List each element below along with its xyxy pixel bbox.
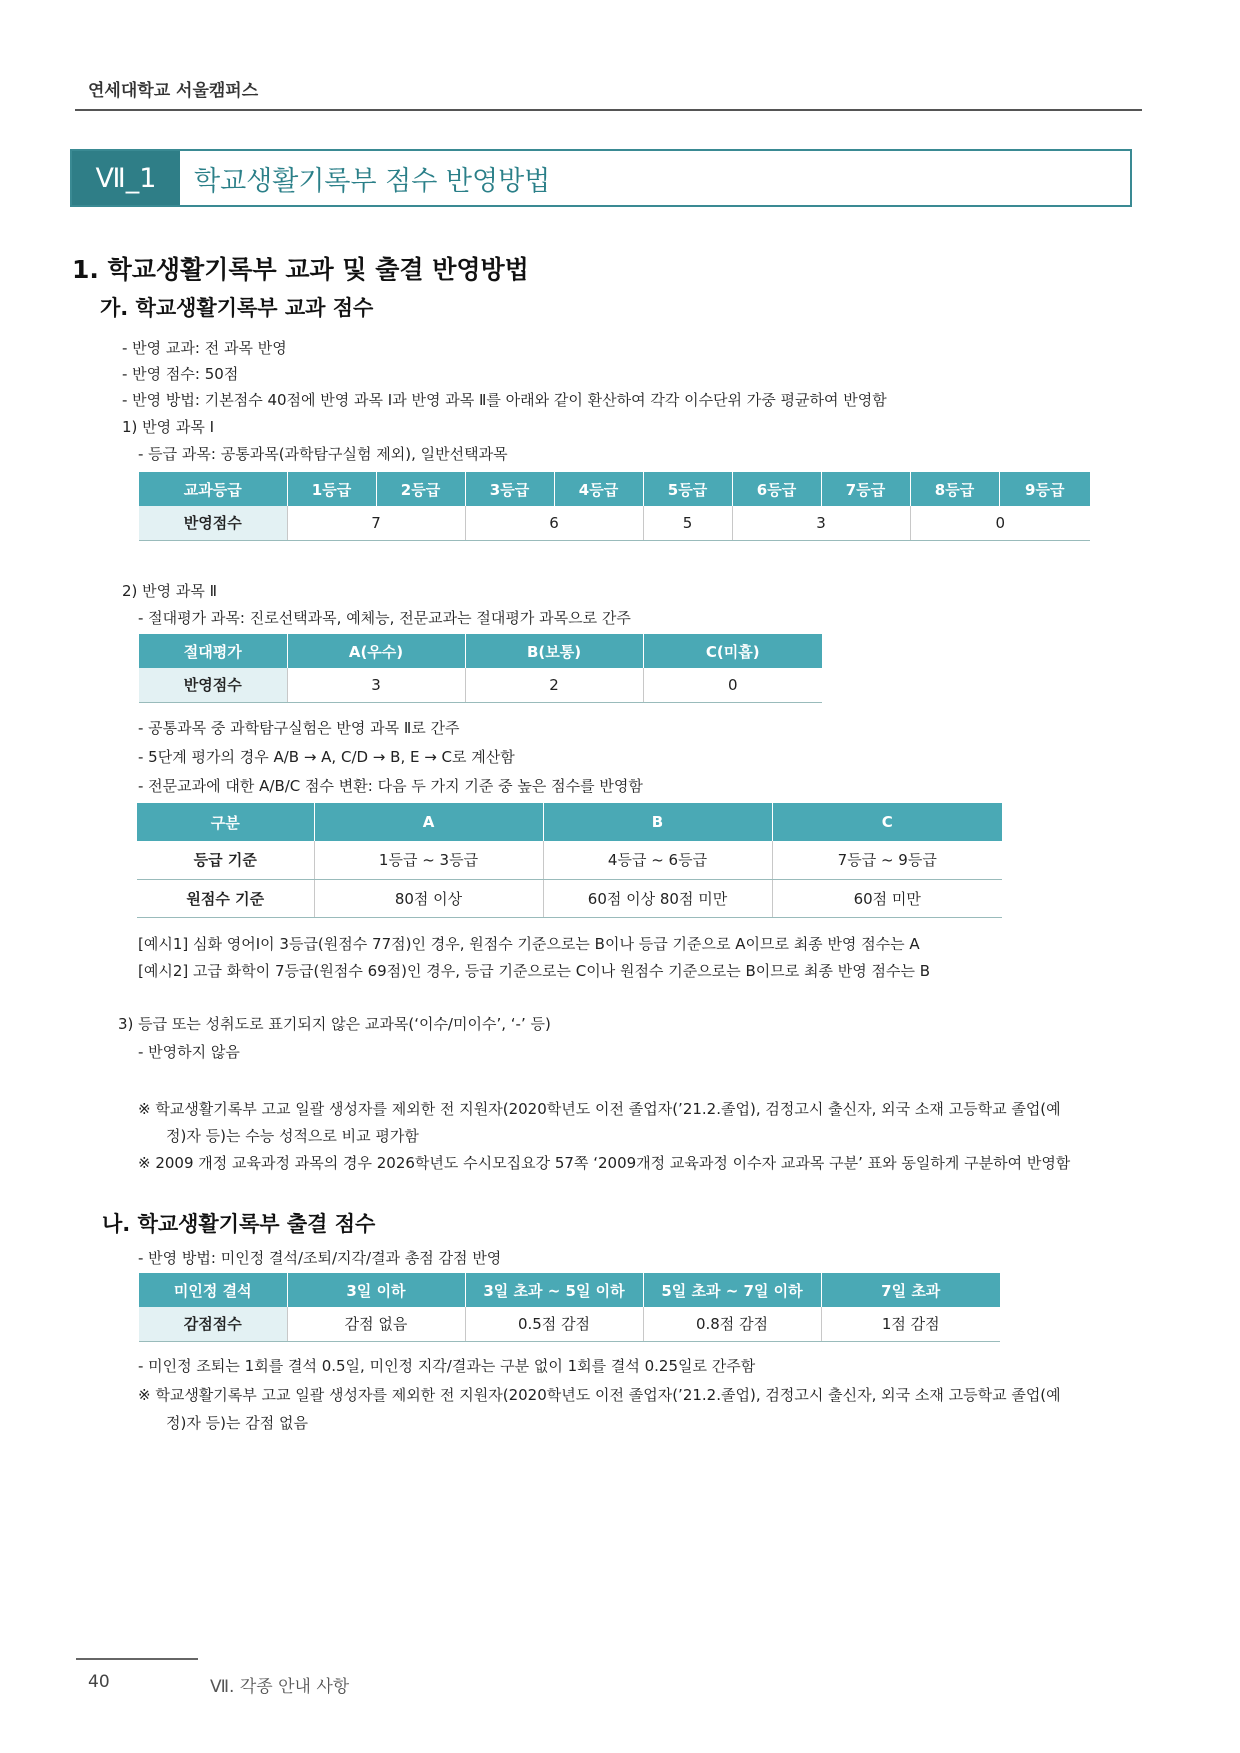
row-label: 반영점수 — [139, 668, 287, 702]
row-label: 반영점수 — [139, 506, 287, 540]
table-cell: 60점 미만 — [772, 879, 1002, 917]
text-line: - 전문교과에 대한 A/B/C 점수 변환: 다음 두 가지 기준 중 높은 점수를 반영함 — [138, 777, 643, 795]
table-header: 3등급 — [465, 472, 554, 506]
subheading-2: 2) 반영 과목 Ⅱ — [122, 582, 218, 600]
text-line: - 5단계 평가의 경우 A/B → A, C/D → B, E → C로 계산함 — [138, 748, 515, 766]
table-cell: 0 — [643, 668, 822, 702]
remark-line: ※ 학교생활기록부 고교 일괄 생성자를 제외한 전 지원자(2020학년도 이전 졸업자(’21.2.졸업), 검정고시 출신자, 외국 소재 고등학교 졸업(예 — [138, 1386, 1061, 1404]
text-line: - 공통과목 중 과학탐구실험은 반영 과목 Ⅱ로 간주 — [138, 719, 460, 737]
table-cell: 6 — [465, 506, 643, 540]
text-line: - 반영 점수: 50점 — [122, 365, 239, 383]
table-header: 9등급 — [999, 472, 1090, 506]
text-line: - 절대평가 과목: 진로선택과목, 예체능, 전문교과는 절대평가 과목으로 간주 — [138, 609, 631, 627]
table-cell: 60점 이상 80점 미만 — [543, 879, 772, 917]
row-label: 원점수 기준 — [137, 879, 314, 917]
table-header: 7일 초과 — [821, 1273, 1000, 1307]
table-header: C(미흡) — [643, 634, 822, 668]
table-cell: 0.8점 감점 — [643, 1307, 821, 1341]
table-header: B(보통) — [465, 634, 643, 668]
table-header: B — [543, 803, 772, 841]
table-header: 2등급 — [376, 472, 465, 506]
row-label: 등급 기준 — [137, 841, 314, 879]
table-header: 7등급 — [821, 472, 910, 506]
table-header: 교과등급 — [139, 472, 287, 506]
text-line: - 반영 교과: 전 과목 반영 — [122, 339, 287, 357]
table-cell: 3 — [732, 506, 910, 540]
table-header: 5등급 — [643, 472, 732, 506]
table-header: 미인정 결석 — [139, 1273, 287, 1307]
table-header: 3일 초과 ~ 5일 이하 — [465, 1273, 643, 1307]
remark-line: ※ 학교생활기록부 고교 일괄 생성자를 제외한 전 지원자(2020학년도 이전 졸업자(’21.2.졸업), 검정고시 출신자, 외국 소재 고등학교 졸업(예 — [138, 1100, 1061, 1118]
text-line: - 반영하지 않음 — [138, 1043, 240, 1061]
example-line: [예시1] 심화 영어Ⅰ이 3등급(원점수 77점)인 경우, 원점수 기준으로는 B이나 등급 기준으로 A이므로 최종 반영 점수는 A — [138, 935, 920, 953]
example-line: [예시2] 고급 화학이 7등급(원점수 69점)인 경우, 등급 기준으로는 C이나 원점수 기준으로는 B이므로 최종 반영 점수는 B — [138, 962, 931, 980]
section-title: 학교생활기록부 점수 반영방법 — [194, 165, 551, 197]
text-line: - 미인정 조퇴는 1회를 결석 0.5일, 미인정 지각/결과는 구분 없이 1회를 결석 0.25일로 간주함 — [138, 1357, 756, 1375]
table-cell: 0 — [910, 506, 1090, 540]
table-cell: 80점 이상 — [314, 879, 543, 917]
heading-1: 1. 학교생활기록부 교과 및 출결 반영방법 — [72, 255, 529, 284]
page-number: 40 — [88, 1672, 110, 1692]
table-header: 4등급 — [554, 472, 643, 506]
table-header: 절대평가 — [139, 634, 287, 668]
table-header: 6등급 — [732, 472, 821, 506]
section-number: Ⅶ_1 — [72, 151, 180, 205]
grade-score-table — [139, 472, 1090, 541]
table-cell: 감점 없음 — [287, 1307, 465, 1341]
table-cell: 2 — [465, 668, 643, 702]
table-cell: 4등급 ~ 6등급 — [543, 841, 772, 879]
absolute-eval-table — [139, 634, 822, 703]
table-header: C — [772, 803, 1002, 841]
conversion-table — [137, 803, 1002, 918]
table-cell: 1등급 ~ 3등급 — [314, 841, 543, 879]
table-cell: 7 — [287, 506, 465, 540]
heading-na: 나. 학교생활기록부 출결 점수 — [102, 1212, 376, 1236]
text-line: - 반영 방법: 기본점수 40점에 반영 과목 Ⅰ과 반영 과목 Ⅱ를 아래와 같이 환산하여 각각 이수단위 가중 평균하여 반영함 — [122, 391, 887, 409]
subheading-3: 3) 등급 또는 성취도로 표기되지 않은 교과목(‘이수/미이수’, ‘-’ 등) — [118, 1015, 551, 1033]
text-line: - 등급 과목: 공통과목(과학탐구실험 제외), 일반선택과목 — [138, 445, 508, 463]
table-header: 3일 이하 — [287, 1273, 465, 1307]
university-name: 연세대학교 서울캠퍼스 — [88, 81, 259, 101]
row-label: 감점점수 — [139, 1307, 287, 1341]
table-header: 8등급 — [910, 472, 999, 506]
remark-line: 정)자 등)는 감점 없음 — [166, 1414, 308, 1432]
attendance-table — [139, 1273, 1000, 1342]
footer-section: Ⅶ. 각종 안내 사항 — [210, 1677, 350, 1697]
remark-line: 정)자 등)는 수능 성적으로 비교 평가함 — [166, 1127, 419, 1145]
table-cell: 7등급 ~ 9등급 — [772, 841, 1002, 879]
table-cell: 5 — [643, 506, 732, 540]
table-header: 5일 초과 ~ 7일 이하 — [643, 1273, 821, 1307]
table-header: 구분 — [137, 803, 314, 841]
footer-divider — [76, 1658, 198, 1660]
remark-line: ※ 2009 개정 교육과정 과목의 경우 2026학년도 수시모집요강 57쪽 ‘2009개정 교육과정 이수자 교과목 구분’ 표와 동일하게 구분하여 반영함 — [138, 1154, 1071, 1172]
subheading-1: 1) 반영 과목 Ⅰ — [122, 418, 215, 436]
header-divider — [75, 109, 1142, 111]
table-cell: 1점 감점 — [821, 1307, 1000, 1341]
table-header: A(우수) — [287, 634, 465, 668]
heading-ga: 가. 학교생활기록부 교과 점수 — [100, 296, 374, 320]
table-cell: 3 — [287, 668, 465, 702]
text-line: - 반영 방법: 미인정 결석/조퇴/지각/결과 총점 감점 반영 — [138, 1249, 502, 1267]
table-header: A — [314, 803, 543, 841]
table-cell: 0.5점 감점 — [465, 1307, 643, 1341]
section-title-box — [70, 149, 1132, 207]
table-header: 1등급 — [287, 472, 376, 506]
